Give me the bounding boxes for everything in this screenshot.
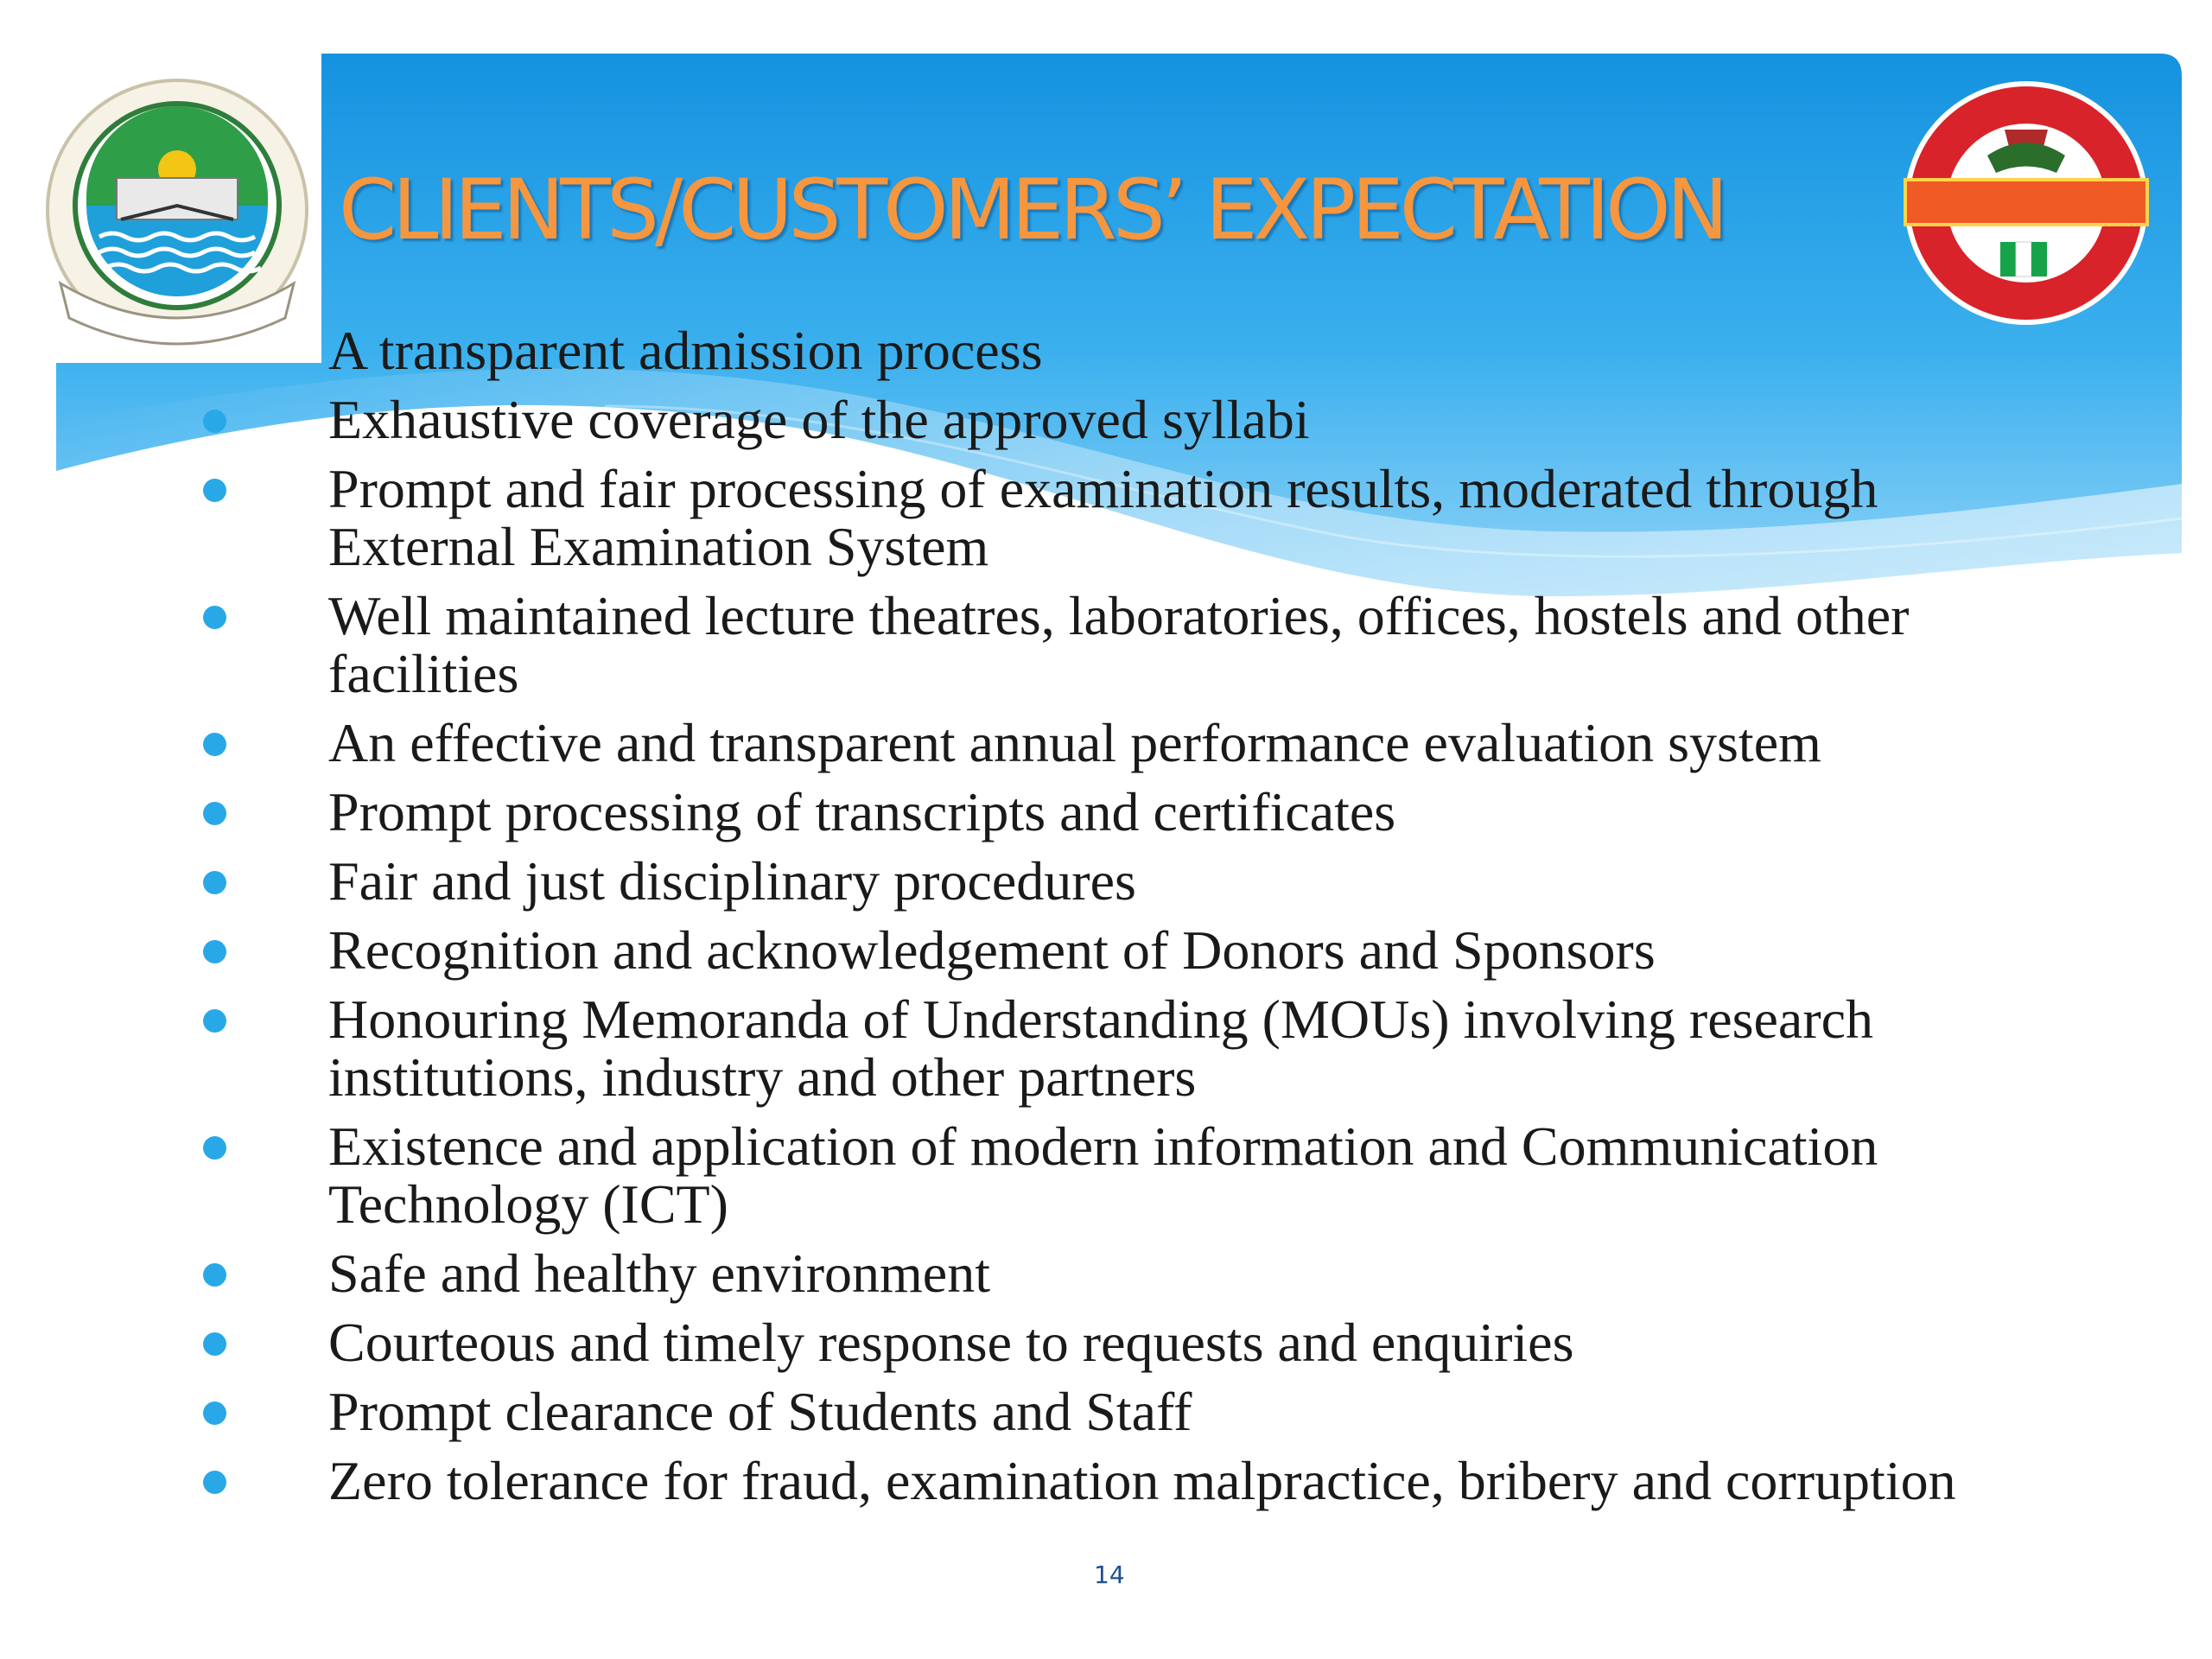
list-item [0,321,2074,379]
list-item-text: A transparent admission process [328,320,1043,381]
list-item [0,1244,2074,1302]
list-item [0,852,2074,910]
bullet-icon [203,1009,226,1033]
list-item [0,1382,2074,1440]
list-item-text: Courteous and timely response to requests and enquiries [328,1312,1574,1373]
bullet-icon [203,1136,226,1160]
bullet-icon [203,606,226,629]
list-item [0,391,2074,448]
list-item-text: Recognition and acknowledgement of Donors and Sponsors [328,919,1656,981]
list-item [0,1452,2074,1510]
bullet-icon [203,1471,226,1494]
list-item-text: Existence and application of modern information and Communication Technology (ICT) [328,1116,1878,1235]
list-item [0,783,2074,841]
list-item [0,714,2074,772]
bullet-icon [203,940,226,963]
servicom-seal-icon [1901,78,2152,328]
bullet-icon [203,733,226,756]
list-item-text: Exhaustive coverage of the approved syllabi [328,389,1310,450]
bullet-icon [203,1402,226,1425]
bullet-icon [203,871,226,894]
list-item-text: Prompt clearance of Students and Staff [328,1381,1192,1442]
slide-title: CLIENTS/CUSTOMERS’ EXPECTATION [339,162,1725,258]
list-item [0,1313,2074,1371]
list-item [0,587,2074,702]
bullet-icon [203,410,226,433]
list-item [0,460,2074,575]
list-item-text: Prompt processing of transcripts and certificates [328,781,1396,842]
list-item [0,921,2074,979]
list-item-text: Prompt and fair processing of examination results, moderated through External Examination System [328,458,1878,577]
list-item-text: Zero tolerance for fraud, examination malpractice, bribery and corruption [328,1450,1956,1511]
bullet-icon [203,802,226,825]
expectations-list [0,321,2212,1521]
page-number: 14 [1094,1560,1125,1589]
list-item-text: Well maintained lecture theatres, laboratories, offices, hostels and other facilities [328,585,1910,704]
bullet-icon [203,479,226,502]
list-item-text: An effective and transparent annual performance evaluation system [328,712,1821,773]
list-item [0,1117,2074,1233]
list-item-text: Honouring Memoranda of Understanding (MOUs) involving research institutions, industry and other partners [328,988,1874,1108]
university-of-lagos-crest-icon [35,67,320,353]
list-item [0,990,2074,1106]
list-item-text: Fair and just disciplinary procedures [328,850,1136,912]
bullet-icon [203,1263,226,1287]
bullet-icon [203,1332,226,1356]
list-item-text: Safe and healthy environment [328,1243,990,1304]
